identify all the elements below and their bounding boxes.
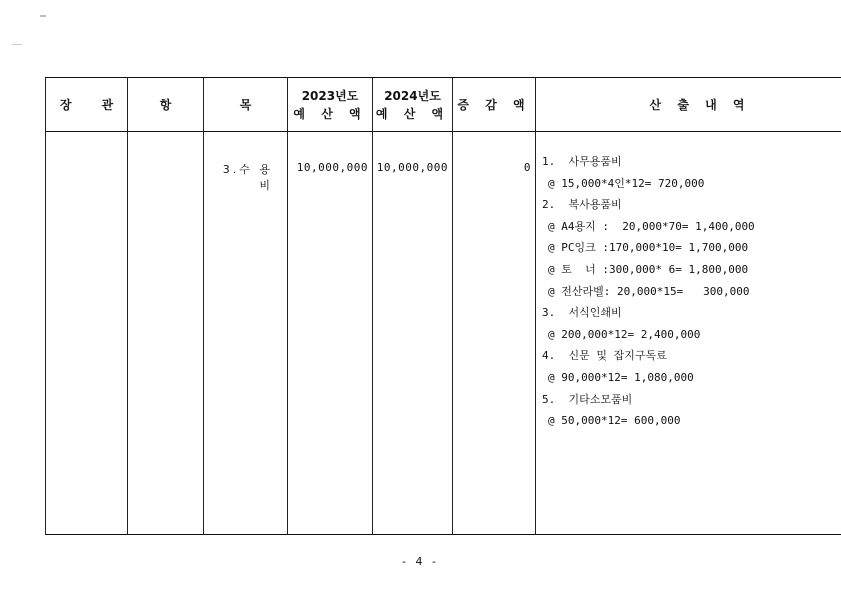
detail-item-calculation: @ 15,000*4인*12= 720,000 <box>548 176 705 190</box>
header-mok: 목 <box>204 78 288 132</box>
header-jang: 장관 <box>46 78 128 132</box>
cell-mok <box>204 132 288 535</box>
mok-value: 3.수 용 비 <box>222 163 273 192</box>
table-row <box>46 132 841 535</box>
cell-hang <box>128 132 204 535</box>
header-budget-2024 <box>373 78 453 132</box>
header-budget-2023-year: 2023년도 <box>301 88 359 103</box>
page-number: - 4 - <box>402 555 439 568</box>
detail-item-calculation: @ 토 너 :300,000* 6= 1,800,000 <box>548 262 749 276</box>
cell-jang <box>46 132 128 535</box>
budget-2023-value: 10,000,000 <box>296 161 368 174</box>
detail-item-heading: 1. 사무용품비 <box>542 155 622 168</box>
detail-item-calculation: @ 50,000*12= 600,000 <box>548 414 681 428</box>
detail-item-heading: 2. 복사용품비 <box>542 198 622 212</box>
details-list <box>536 132 841 432</box>
header-budget-2023-label: 예 산 액 <box>293 106 367 121</box>
cell-change <box>453 132 536 535</box>
cell-details <box>536 132 841 535</box>
cell-budget-2024 <box>373 132 453 535</box>
detail-item-calculation: @ 200,000*12= 2,400,000 <box>548 327 701 341</box>
detail-item-calculation: @ PC잉크 :170,000*10= 1,700,000 <box>548 241 749 255</box>
scan-mark <box>12 44 22 45</box>
header-change: 증 감 액 <box>453 78 536 132</box>
header-details: 산 출 내 역 <box>536 78 841 132</box>
budget-table <box>45 77 841 535</box>
detail-item-heading: 4. 신문 및 잡지구독료 <box>542 349 667 363</box>
header-budget-2024-year: 2024년도 <box>384 88 441 103</box>
budget-2024-value: 10,000,000 <box>376 161 448 174</box>
cell-budget-2023 <box>288 132 373 535</box>
header-budget-2023 <box>288 78 373 132</box>
detail-item-heading: 3. 서식인쇄비 <box>542 306 622 320</box>
header-row <box>46 78 841 132</box>
detail-item-calculation: @ A4용지 : 20,000*70= 1,400,000 <box>548 219 755 233</box>
detail-item-calculation: @ 전산라벨: 20,000*15= 300,000 <box>548 284 750 298</box>
header-hang: 항 <box>128 78 204 132</box>
detail-item-calculation: @ 90,000*12= 1,080,000 <box>548 370 694 384</box>
scan-mark <box>40 15 46 17</box>
header-budget-2024-label: 예 산 액 <box>375 106 450 121</box>
change-value: 0 <box>523 161 531 174</box>
detail-item-heading: 5. 기타소모품비 <box>542 392 633 406</box>
